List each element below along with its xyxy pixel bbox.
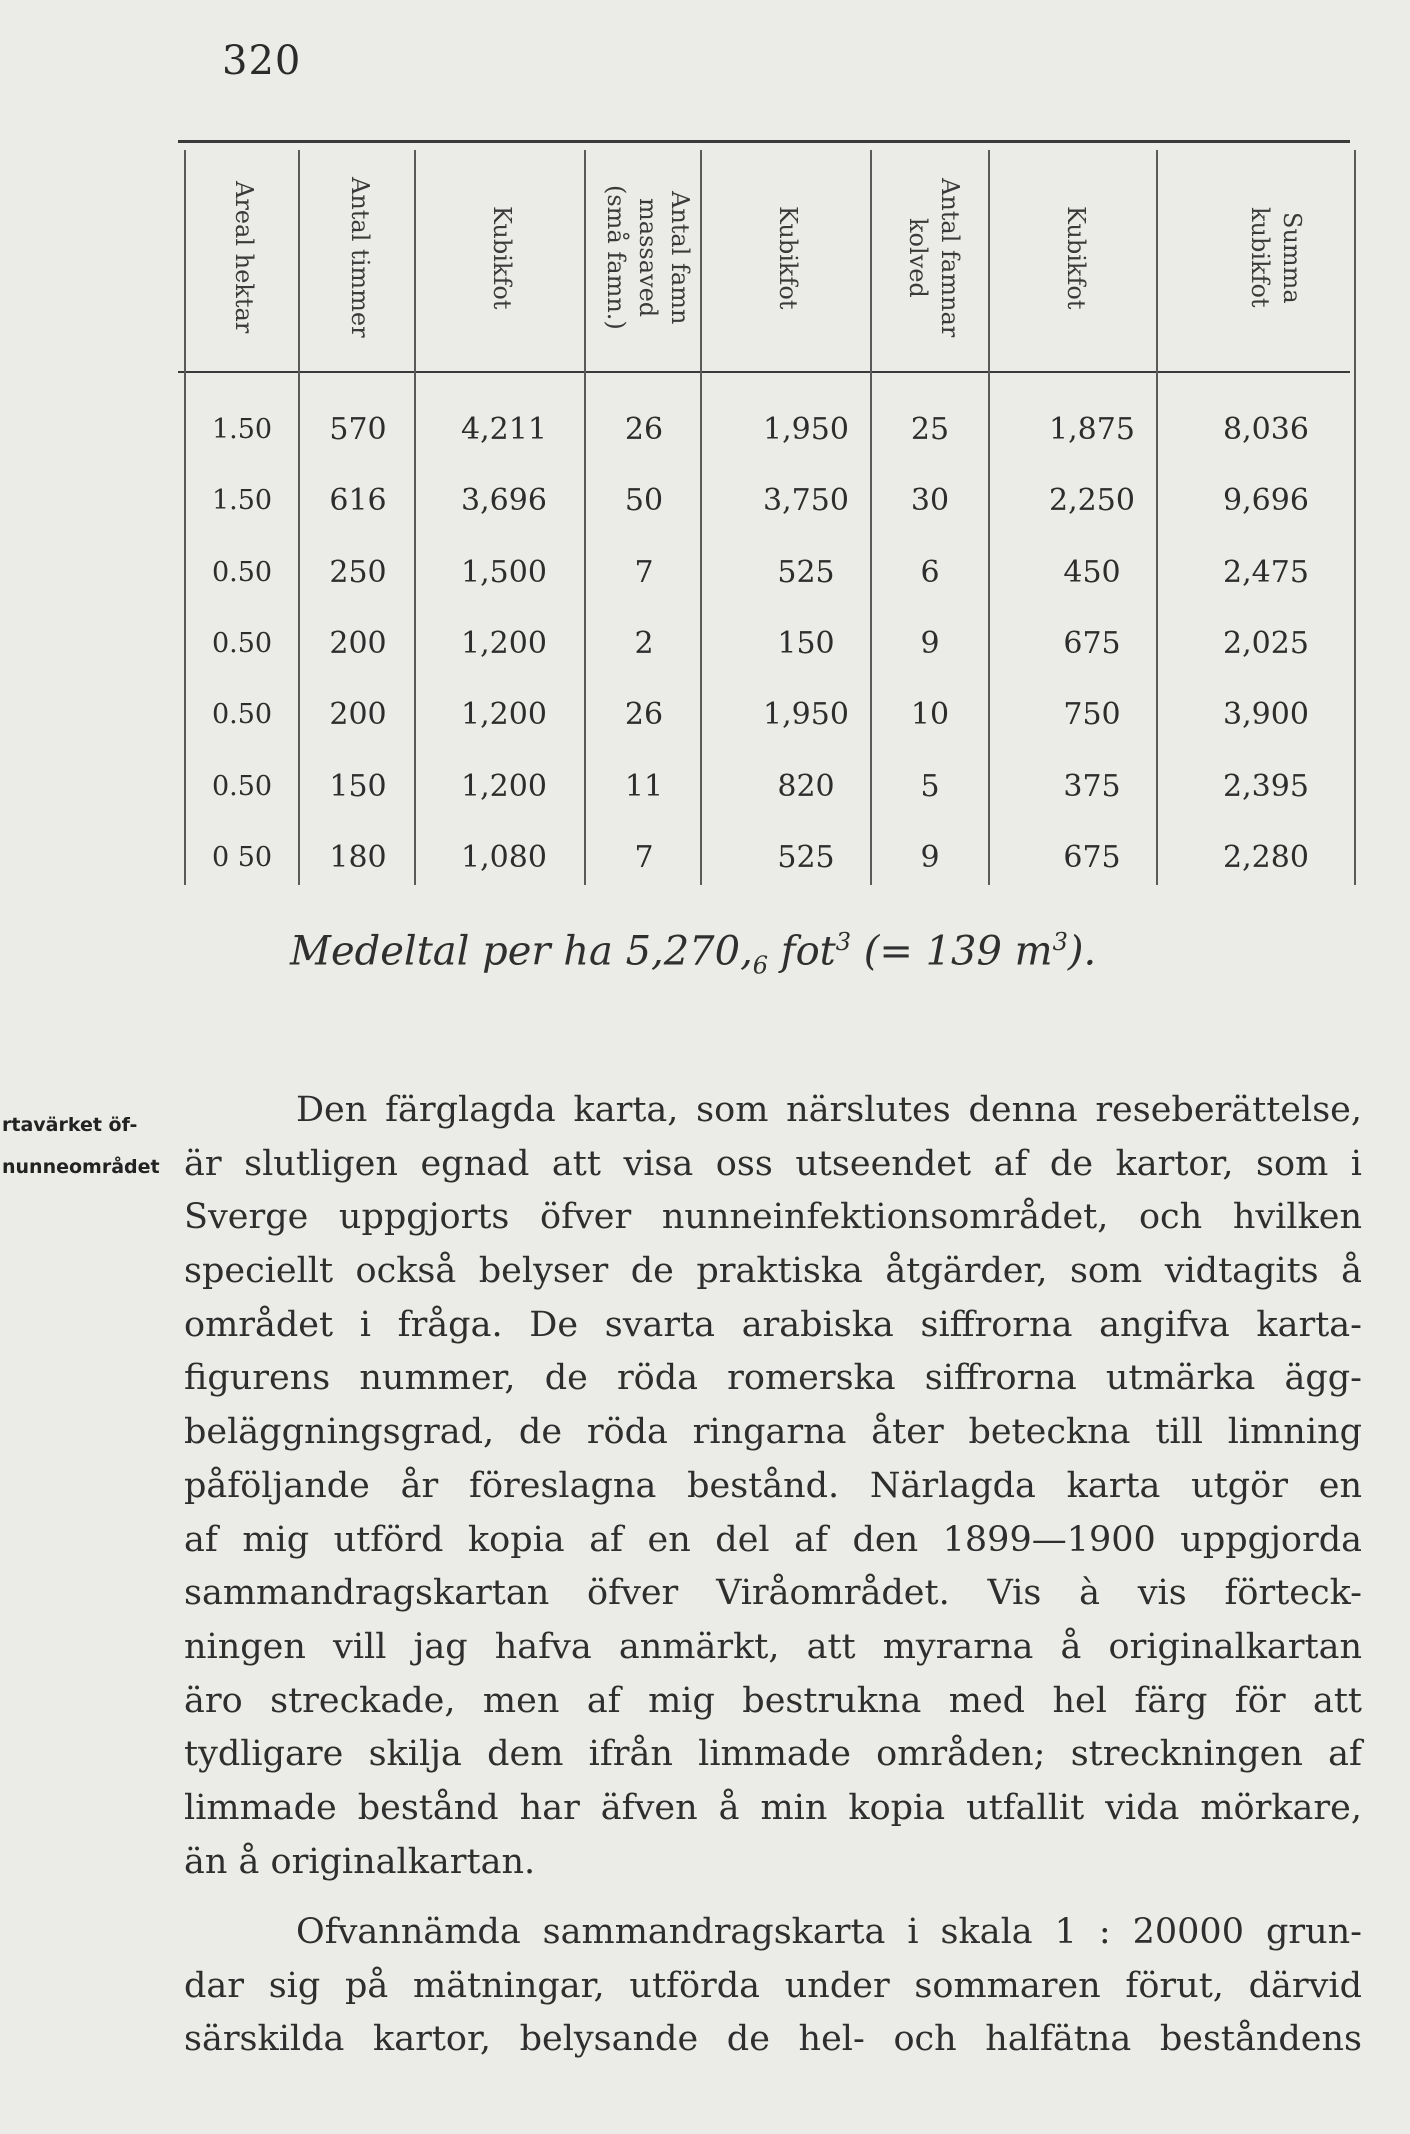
table-cell: 1,080 [461,840,547,875]
table-cell: 2,395 [1223,769,1309,804]
table-cell: 2,475 [1223,555,1309,590]
text-line: tydligare skilja dem ifrån limmade områden; streckningen af [184,1734,1362,1775]
table-cell: 1.50 [211,414,273,445]
table-cell: 9,696 [1223,483,1309,518]
text-line: figurens nummer, de röda romerska siffrorna utmärka ägg- [184,1358,1362,1399]
table-row [178,767,1350,807]
text-line: af mig utförd kopia af en del af den 1899—1900 uppgjorda [184,1519,1362,1560]
margin-note-line: nunneområdet [2,1156,160,1178]
text-line: beläggningsgrad, de röda ringarna åter beteckna till limning [184,1412,1362,1453]
table-row [178,695,1350,735]
table-cell: 7 [634,840,654,875]
text-line: sammandragskartan öfver Viråområdet. Vis à vis förteck- [184,1573,1362,1614]
text-line: ningen vill jag hafva anmärkt, att myrarna å originalkartan [184,1626,1362,1667]
caption-unit: fot [768,928,836,975]
text-line: området i fråga. De svarta arabiska siffrorna angifva karta- [184,1304,1362,1345]
text-line: Ofvannämda sammandragskarta i skala 1 : 20000 grun- [296,1912,1362,1952]
table-cell: 7 [634,555,654,590]
table-cell: 26 [624,412,664,447]
caption-unit-exponent: 3 [835,928,852,956]
table-cell: 1,500 [461,555,547,590]
table-cell: 1,200 [461,697,547,732]
table-cell: 9 [920,840,940,875]
table-row [178,481,1350,521]
column-divider [1354,150,1356,885]
margin-note-line: rtavärket öf- [2,1114,138,1136]
table-cell: 200 [329,697,387,732]
table-cell: 525 [777,555,835,590]
column-header-timmer: Antal timmer [346,177,374,338]
table-cell: 570 [329,412,387,447]
table-cell: 9 [920,626,940,661]
table-cell: 1,950 [763,697,849,732]
text-line: speciellt också belyser de praktiska åtgärder, som vidtagits å [184,1251,1362,1292]
table-cell: 1,875 [1049,412,1135,447]
column-header-massaved: Antal famn massaved (små famn.) [602,185,694,330]
table-cell: 525 [777,840,835,875]
table-cell: 0 50 [211,842,273,873]
table-cell: 3,696 [461,483,547,518]
table-cell: 0.50 [211,557,273,588]
table-cell: 25 [910,412,950,447]
caption-metric-exponent: 3 [1052,928,1068,956]
table-header-rule [178,371,1350,373]
table-cell: 1,200 [461,769,547,804]
table-cell: 2,280 [1223,840,1309,875]
table-cell: 200 [329,626,387,661]
table-cell: 30 [910,483,950,518]
column-header-kubikfot-kolved: Kubikfot [1062,205,1090,310]
text-line: Den färglagda karta, som närslutes denna reseberättelse, [296,1090,1362,1130]
column-header-kolved: Antal famnar kolved [904,177,964,338]
caption-end: ). [1067,928,1097,975]
caption-decimal: 6 [752,951,769,980]
table-cell: 616 [329,483,387,518]
average-caption [290,928,1096,979]
column-header-kubikfot-timmer: Kubikfot [488,205,516,310]
table-cell: 3,750 [763,483,849,518]
table-cell: 0.50 [211,699,273,730]
table-cell: 11 [624,769,664,804]
table-row [178,553,1350,593]
table-cell: 150 [329,769,387,804]
table-cell: 1,200 [461,626,547,661]
table-cell: 1,950 [763,412,849,447]
text-line: dar sig på mätningar, utförda under sommaren förut, därvid [184,1965,1362,2006]
page-number: 320 [222,38,302,84]
body-paragraph [184,1906,1362,2067]
text-line: än å originalkartan. [184,1841,536,1882]
table-cell: 1.50 [211,485,273,516]
text-line: limmade bestånd har äfven å min kopia utfallit vida mörkare, [184,1787,1362,1828]
table-cell: 750 [1063,697,1121,732]
table-cell: 250 [329,555,387,590]
table-cell: 6 [920,555,940,590]
caption-metric: (= 139 m [851,928,1053,975]
table-cell: 180 [329,840,387,875]
text-line: särskilda kartor, belysande de hel- och halfätna beståndens [184,2019,1362,2060]
table-top-rule [178,140,1350,143]
table-cell: 450 [1063,555,1121,590]
column-header-kubikfot-massaved: Kubikfot [774,205,802,310]
table-cell: 4,211 [461,412,547,447]
table-cell: 10 [910,697,950,732]
table-row [178,838,1350,878]
table-cell: 2 [634,626,654,661]
text-line: är slutligen egnad att visa oss utseendet af de kartor, som i [184,1143,1362,1184]
table-row [178,410,1350,450]
table-cell: 0.50 [211,771,273,802]
table-cell: 3,900 [1223,697,1309,732]
table-cell: 8,036 [1223,412,1309,447]
table-cell: 0.50 [211,628,273,659]
column-header-summa: Summa kubikfot [1246,207,1306,308]
table-cell: 50 [624,483,664,518]
caption-text: Medeltal per ha 5,270, [290,928,753,975]
text-line: äro streckade, men af mig bestrukna med hel färg för att [184,1680,1362,1721]
body-paragraph [184,1084,1362,1889]
column-header-areal: Areal hektar [230,181,258,334]
table-cell: 675 [1063,840,1121,875]
table-cell: 2,250 [1049,483,1135,518]
table-cell: 675 [1063,626,1121,661]
table-cell: 150 [777,626,835,661]
table-cell: 375 [1063,769,1121,804]
text-line: påföljande år föreslagna bestånd. Närlagda karta utgör en [184,1465,1362,1506]
table-cell: 5 [920,769,940,804]
table-cell: 2,025 [1223,626,1309,661]
table-cell: 26 [624,697,664,732]
table-row [178,624,1350,664]
table-cell: 820 [777,769,835,804]
text-line: Sverge uppgjorts öfver nunneinfektionsområdet, och hvilken [184,1197,1362,1238]
